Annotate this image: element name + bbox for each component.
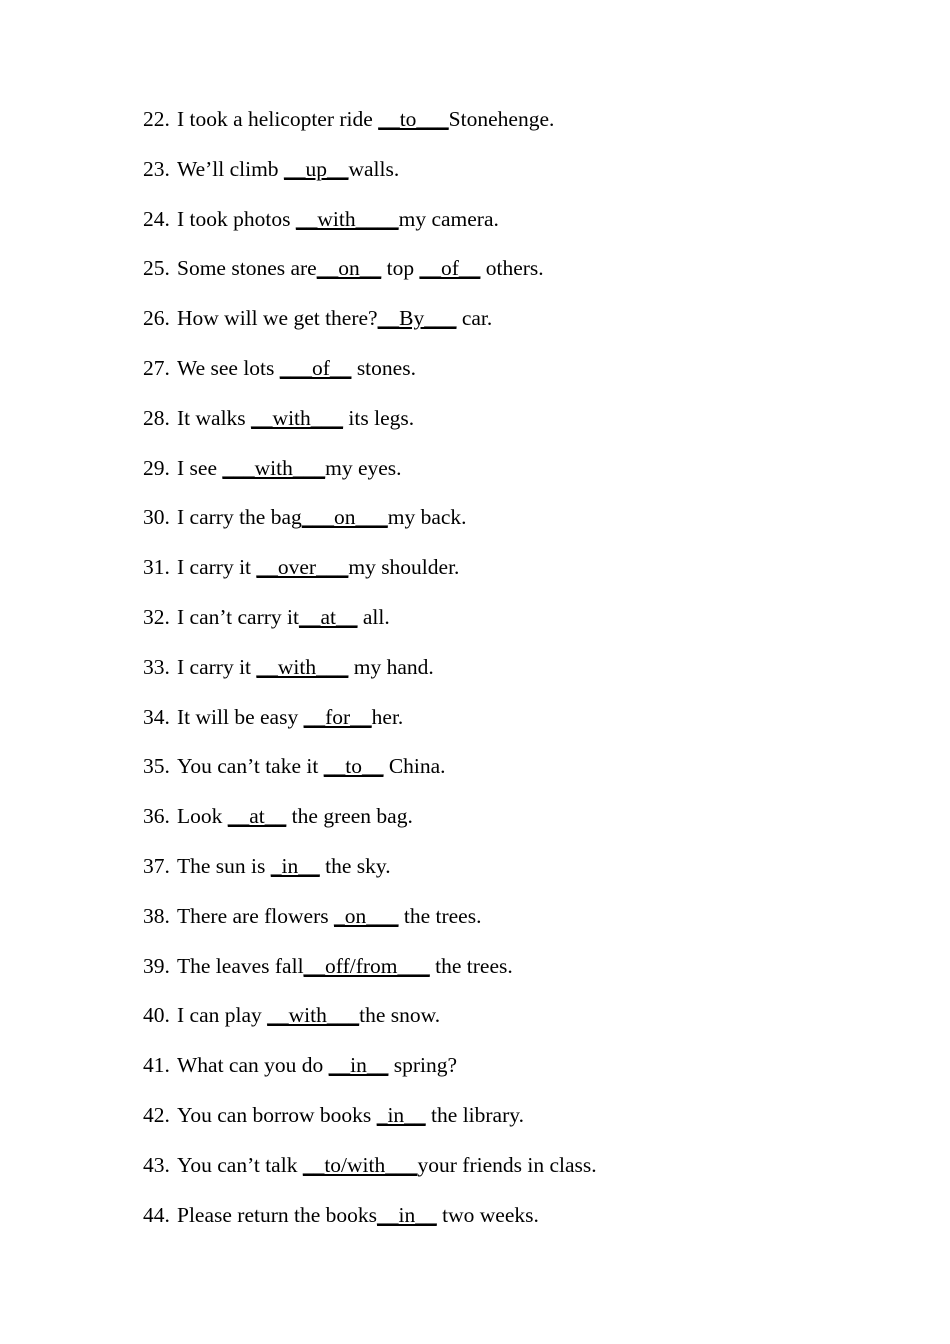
sentence-end: its legs. <box>343 405 415 430</box>
sentence-start: Please return the books <box>177 1202 378 1227</box>
exercise-item <box>143 799 903 849</box>
sentence-end: stones. <box>351 355 416 380</box>
exercise-number: 25. <box>143 256 170 281</box>
answer-blank: ___on___ <box>301 505 388 530</box>
exercise-list <box>143 102 903 1247</box>
sentence-start: Look <box>177 804 228 829</box>
sentence-start: It will be easy <box>177 704 304 729</box>
exercise-item <box>143 1148 903 1198</box>
exercise-item <box>143 600 903 650</box>
sentence-end: her. <box>371 704 404 729</box>
exercise-number: 29. <box>143 455 170 480</box>
answer-blank: __up__ <box>283 156 349 181</box>
exercise-item <box>143 1048 903 1098</box>
sentence-end: Stonehenge. <box>448 107 555 131</box>
sentence-start: It walks <box>177 405 252 430</box>
exercise-item <box>143 500 903 550</box>
sentence-end: the green bag. <box>286 804 413 829</box>
exercise-number: 28. <box>143 405 170 430</box>
answer-blank: __over___ <box>256 555 349 580</box>
exercise-item <box>143 550 903 600</box>
sentence-start: I see <box>177 455 223 480</box>
answer-blank: __By___ <box>377 306 457 331</box>
sentence-start: You can’t talk <box>177 1152 303 1177</box>
answer-blank: __on__ <box>316 256 382 281</box>
sentence-start: I took photos <box>177 206 296 231</box>
sentence-end: the trees. <box>398 903 482 928</box>
sentence-start: There are flowers <box>177 903 334 928</box>
exercise-number: 31. <box>143 555 170 580</box>
sentence-end: walls. <box>348 156 400 181</box>
answer-blank: _on___ <box>333 903 399 928</box>
sentence-end: two weeks. <box>436 1202 539 1227</box>
answer-blank: __with____ <box>295 206 399 231</box>
exercise-number: 23. <box>143 156 170 181</box>
sentence-end: my back. <box>387 505 467 530</box>
exercise-item <box>143 849 903 899</box>
exercise-number: 44. <box>143 1202 170 1227</box>
sentence-start: You can borrow books <box>177 1102 377 1127</box>
answer-blank: __at__ <box>227 804 287 829</box>
exercise-item <box>143 351 903 401</box>
sentence-start: I carry it <box>177 555 257 580</box>
sentence-start: We’ll climb <box>177 156 284 181</box>
answer-blank: __at__ <box>298 604 358 629</box>
sentence-start: I took a helicopter ride <box>177 107 379 131</box>
answer-blank: __with___ <box>251 405 344 430</box>
sentence-start: I can’t carry it <box>177 604 299 629</box>
exercise-item <box>143 1098 903 1148</box>
sentence-end: the library. <box>425 1102 524 1127</box>
exercise-number: 30. <box>143 505 170 530</box>
sentence-start: How will we get there? <box>177 306 378 331</box>
answer-blank: __for__ <box>303 704 372 729</box>
sentence-start: You can’t take it <box>177 754 324 779</box>
answer-blank: ___of__ <box>279 355 352 380</box>
exercise-number: 41. <box>143 1053 170 1078</box>
sentence-end: the sky. <box>319 853 391 878</box>
sentence-end: the snow. <box>359 1003 441 1028</box>
exercise-number: 32. <box>143 604 170 629</box>
answer-blank: __in__ <box>377 1202 437 1227</box>
sentence-start: The leaves fall <box>177 953 304 978</box>
exercise-number: 38. <box>143 903 170 928</box>
exercise-item <box>143 102 903 152</box>
exercise-number: 33. <box>143 654 170 679</box>
sentence-start: What can you do <box>177 1053 329 1078</box>
sentence-start: I can play <box>177 1003 268 1028</box>
exercise-number: 34. <box>143 704 170 729</box>
exercise-number: 36. <box>143 804 170 829</box>
sentence-start: Some stones are <box>177 256 317 281</box>
sentence-start: We see lots <box>177 355 280 380</box>
answer-blank: ___with___ <box>222 455 326 480</box>
sentence-end: car. <box>456 306 493 331</box>
sentence-end: my shoulder. <box>348 555 460 580</box>
exercise-item <box>143 650 903 700</box>
sentence-end: my hand. <box>348 654 434 679</box>
sentence-end: China. <box>383 754 446 779</box>
exercise-item <box>143 1198 903 1248</box>
exercise-item <box>143 152 903 202</box>
sentence-start: I carry it <box>177 654 257 679</box>
exercise-number: 24. <box>143 206 170 231</box>
exercise-item <box>143 700 903 750</box>
answer-blank: __with___ <box>256 654 349 679</box>
exercise-item <box>143 401 903 451</box>
exercise-number: 40. <box>143 1003 170 1028</box>
sentence-start: I carry the bag <box>177 505 302 530</box>
sentence-end: the trees. <box>429 953 513 978</box>
answer-blank: _in__ <box>376 1102 426 1127</box>
exercise-item <box>143 998 903 1048</box>
answer-blank: __in__ <box>328 1053 389 1078</box>
sentence-end: my eyes. <box>325 455 402 480</box>
exercise-number: 26. <box>143 306 170 331</box>
exercise-item <box>143 202 903 252</box>
exercise-number: 42. <box>143 1102 170 1127</box>
exercise-number: 27. <box>143 355 170 380</box>
sentence-end: all. <box>357 604 390 629</box>
exercise-item <box>143 749 903 799</box>
exercise-item <box>143 451 903 501</box>
sentence-end: your friends in class. <box>417 1152 597 1177</box>
sentence-end: my camera. <box>398 206 499 231</box>
answer-blank: __off/from___ <box>303 953 430 978</box>
exercise-number: 39. <box>143 953 170 978</box>
sentence-end: top <box>381 256 420 281</box>
exercise-item <box>143 251 903 301</box>
answer-blank: __to__ <box>323 754 384 779</box>
exercise-item <box>143 949 903 999</box>
answer-blank: __to___ <box>378 107 449 131</box>
sentence-end-2: others. <box>480 256 544 281</box>
exercise-number: 22. <box>143 107 170 131</box>
answer-blank: __to/with___ <box>302 1152 418 1177</box>
exercise-item <box>143 899 903 949</box>
exercise-number: 35. <box>143 754 170 779</box>
exercise-number: 37. <box>143 853 170 878</box>
exercise-number: 43. <box>143 1152 170 1177</box>
sentence-start: The sun is <box>177 853 271 878</box>
answer-blank-2: __of__ <box>419 256 481 281</box>
answer-blank: __with___ <box>267 1003 360 1028</box>
answer-blank: _in__ <box>270 853 320 878</box>
exercise-item <box>143 301 903 351</box>
sentence-end: spring? <box>388 1053 458 1078</box>
